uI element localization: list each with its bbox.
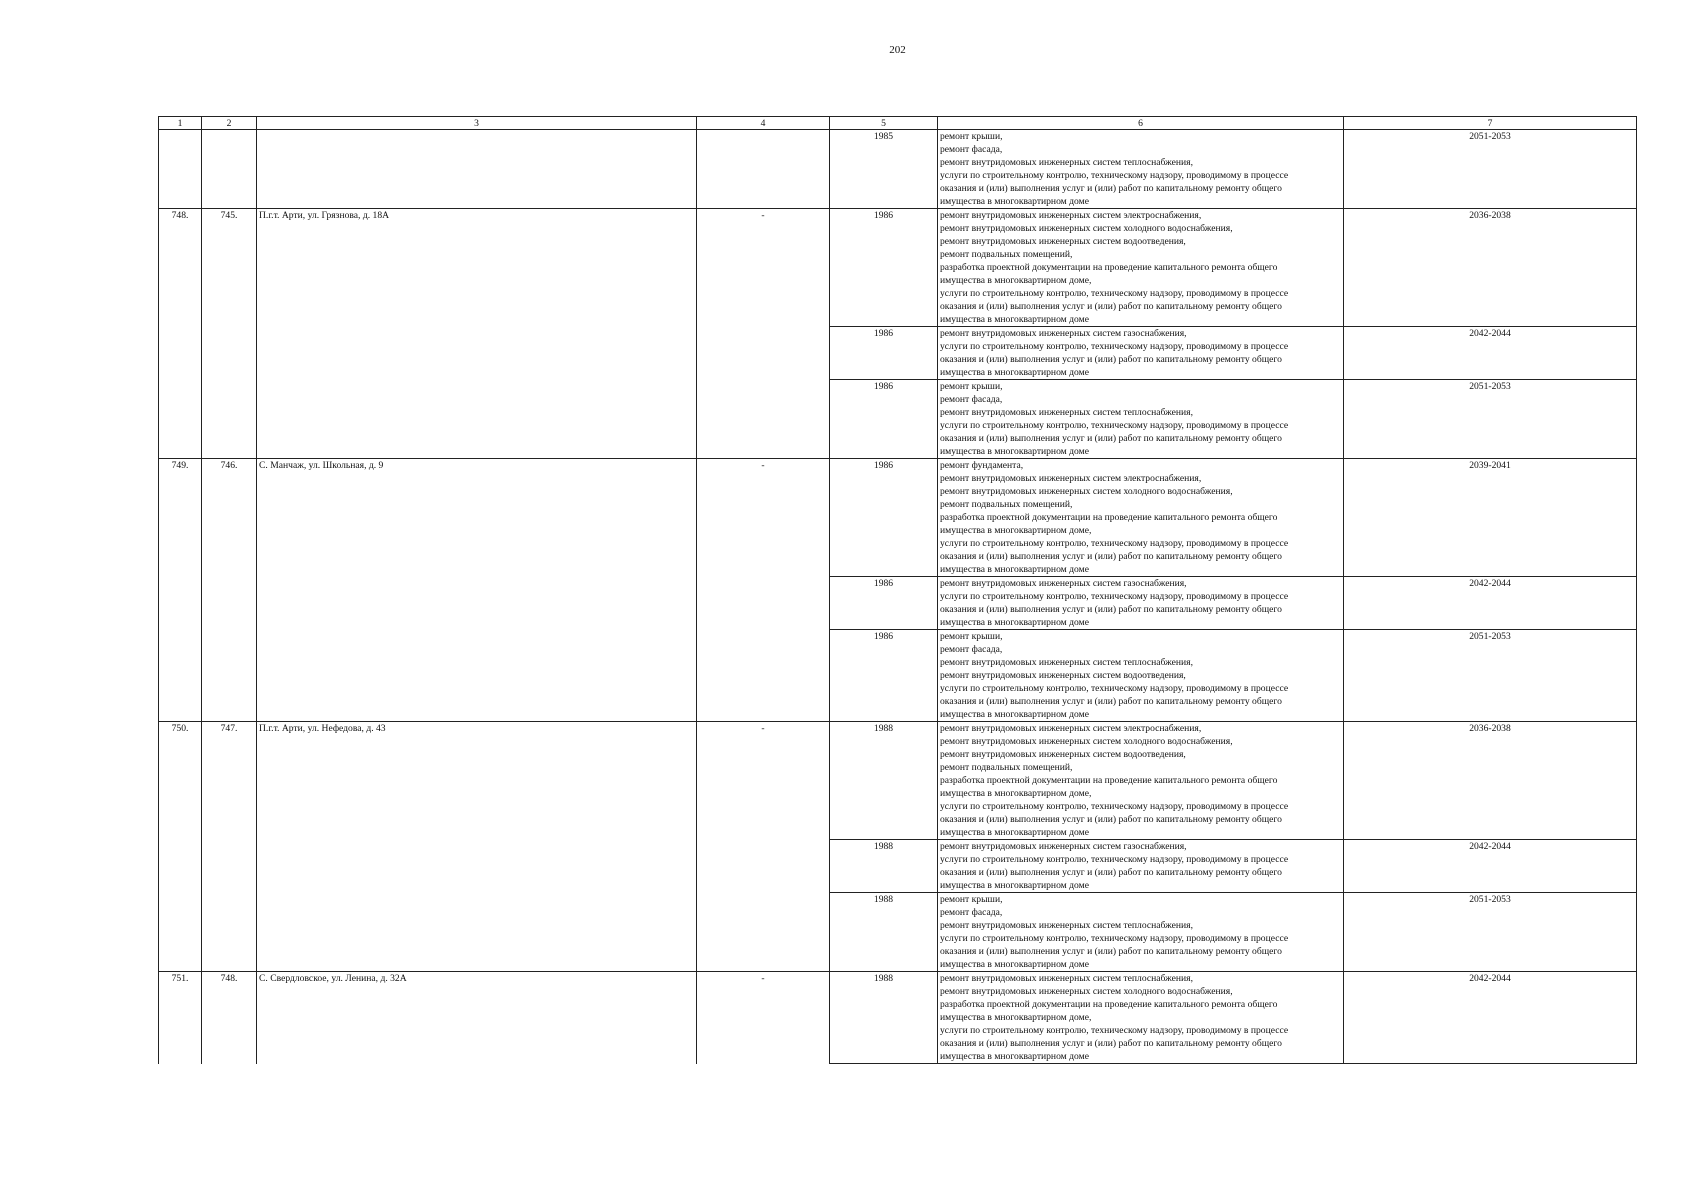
- work-item: ремонт внутридомовых инженерных систем электроснабжения,: [940, 723, 1202, 734]
- page-number: 202: [889, 44, 906, 56]
- work-item: ремонт внутридомовых инженерных систем холодного водоснабжения,: [940, 486, 1233, 497]
- col-header-7: 7: [1344, 117, 1637, 130]
- period-cell: 2042-2044: [1344, 327, 1637, 380]
- object-id-cell: 745.: [202, 209, 257, 459]
- work-item: имущества в многоквартирном доме: [940, 959, 1089, 970]
- work-item: ремонт внутридомовых инженерных систем холодного водоснабжения,: [940, 736, 1233, 747]
- work-item: имущества в многоквартирном доме: [940, 827, 1089, 838]
- work-item: ремонт фасада,: [940, 644, 1003, 655]
- work-item: ремонт внутридомовых инженерных систем холодного водоснабжения,: [940, 223, 1233, 234]
- column-4-cell: -: [697, 972, 830, 1064]
- column-4-cell: -: [697, 459, 830, 722]
- year-cell: 1986: [830, 630, 938, 722]
- works-cell: [938, 380, 1344, 459]
- work-item: ремонт крыши,: [940, 381, 1003, 392]
- work-item: оказания и (или) выполнения услуг и (или) работ по капитальному ремонту общего: [940, 551, 1282, 562]
- work-item: ремонт внутридомовых инженерных систем теплоснабжения,: [940, 920, 1193, 931]
- row-number-cell: 750.: [159, 722, 202, 972]
- work-item: ремонт внутридомовых инженерных систем газоснабжения,: [940, 328, 1187, 339]
- work-item: ремонт подвальных помещений,: [940, 762, 1073, 773]
- year-cell: 1986: [830, 209, 938, 327]
- works-cell: [938, 840, 1344, 893]
- column-4-cell: -: [697, 722, 830, 972]
- work-item: ремонт крыши,: [940, 894, 1003, 905]
- work-item: ремонт подвальных помещений,: [940, 499, 1073, 510]
- work-item: услуги по строительному контролю, техническому надзору, проводимому в процессе: [940, 1025, 1289, 1036]
- work-item: имущества в многоквартирном доме: [940, 196, 1089, 207]
- work-item: имущества в многоквартирном доме,: [940, 788, 1092, 799]
- work-item: ремонт внутридомовых инженерных систем теплоснабжения,: [940, 407, 1193, 418]
- work-item: ремонт внутридомовых инженерных систем водоотведения,: [940, 670, 1186, 681]
- col-header-5: 5: [830, 117, 938, 130]
- table-body: [159, 130, 1637, 1064]
- work-item: ремонт внутридомовых инженерных систем водоотведения,: [940, 749, 1186, 760]
- col-header-4: 4: [697, 117, 830, 130]
- address-cell: П.г.т. Арти, ул. Нефедова, д. 43: [257, 722, 697, 972]
- row-number-cell: 751.: [159, 972, 202, 1064]
- work-item: оказания и (или) выполнения услуг и (или) работ по капитальному ремонту общего: [940, 814, 1282, 825]
- period-cell: 2051-2053: [1344, 130, 1637, 209]
- work-item: услуги по строительному контролю, техническому надзору, проводимому в процессе: [940, 933, 1289, 944]
- work-item: ремонт внутридомовых инженерных систем теплоснабжения,: [940, 157, 1193, 168]
- table-row: [159, 209, 1637, 327]
- year-cell: 1988: [830, 840, 938, 893]
- work-item: ремонт внутридомовых инженерных систем газоснабжения,: [940, 578, 1187, 589]
- work-item: ремонт фасада,: [940, 144, 1003, 155]
- year-cell: 1986: [830, 380, 938, 459]
- works-cell: [938, 972, 1344, 1064]
- work-item: имущества в многоквартирном доме: [940, 446, 1089, 457]
- work-item: услуги по строительному контролю, техническому надзору, проводимому в процессе: [940, 801, 1289, 812]
- table-row: [159, 972, 1637, 1064]
- work-item: ремонт фундамента,: [940, 460, 1024, 471]
- works-cell: [938, 209, 1344, 327]
- address-cell: С. Свердловское, ул. Ленина, д. 32А: [257, 972, 697, 1064]
- work-item: услуги по строительному контролю, техническому надзору, проводимому в процессе: [940, 538, 1289, 549]
- work-item: ремонт крыши,: [940, 631, 1003, 642]
- work-item: ремонт внутридомовых инженерных систем электроснабжения,: [940, 473, 1202, 484]
- work-item: услуги по строительному контролю, техническому надзору, проводимому в процессе: [940, 341, 1289, 352]
- works-cell: [938, 893, 1344, 972]
- work-item: имущества в многоквартирном доме: [940, 880, 1089, 891]
- column-4-cell: [697, 130, 830, 209]
- work-item: имущества в многоквартирном доме: [940, 1051, 1089, 1062]
- year-cell: 1986: [830, 327, 938, 380]
- col-header-6: 6: [938, 117, 1344, 130]
- work-item: ремонт внутридомовых инженерных систем водоотведения,: [940, 236, 1186, 247]
- address-cell: [257, 130, 697, 209]
- year-cell: 1988: [830, 893, 938, 972]
- table-row: [159, 459, 1637, 577]
- work-item: услуги по строительному контролю, техническому надзору, проводимому в процессе: [940, 854, 1289, 865]
- work-item: оказания и (или) выполнения услуг и (или) работ по капитальному ремонту общего: [940, 301, 1282, 312]
- work-item: ремонт фасада,: [940, 907, 1003, 918]
- object-id-cell: [202, 130, 257, 209]
- work-item: имущества в многоквартирном доме,: [940, 275, 1092, 286]
- work-item: разработка проектной документации на проведение капитального ремонта общего: [940, 999, 1278, 1010]
- year-cell: 1986: [830, 459, 938, 577]
- work-item: оказания и (или) выполнения услуг и (или) работ по капитальному ремонту общего: [940, 354, 1282, 365]
- works-cell: [938, 327, 1344, 380]
- work-item: оказания и (или) выполнения услуг и (или) работ по капитальному ремонту общего: [940, 183, 1282, 194]
- work-item: имущества в многоквартирном доме,: [940, 525, 1092, 536]
- period-cell: 2051-2053: [1344, 893, 1637, 972]
- period-cell: 2039-2041: [1344, 459, 1637, 577]
- period-cell: 2042-2044: [1344, 840, 1637, 893]
- year-cell: 1988: [830, 722, 938, 840]
- work-item: оказания и (или) выполнения услуг и (или) работ по капитальному ремонту общего: [940, 946, 1282, 957]
- work-item: оказания и (или) выполнения услуг и (или) работ по капитальному ремонту общего: [940, 604, 1282, 615]
- work-item: разработка проектной документации на проведение капитального ремонта общего: [940, 775, 1278, 786]
- works-cell: [938, 459, 1344, 577]
- column-number-header: [159, 117, 1637, 130]
- work-item: услуги по строительному контролю, техническому надзору, проводимому в процессе: [940, 170, 1289, 181]
- work-item: ремонт подвальных помещений,: [940, 249, 1073, 260]
- work-item: разработка проектной документации на проведение капитального ремонта общего: [940, 262, 1278, 273]
- work-item: оказания и (или) выполнения услуг и (или) работ по капитальному ремонту общего: [940, 867, 1282, 878]
- period-cell: 2042-2044: [1344, 577, 1637, 630]
- work-item: ремонт внутридомовых инженерных систем газоснабжения,: [940, 841, 1187, 852]
- works-cell: [938, 577, 1344, 630]
- address-cell: С. Манчаж, ул. Школьная, д. 9: [257, 459, 697, 722]
- work-item: услуги по строительному контролю, техническому надзору, проводимому в процессе: [940, 288, 1289, 299]
- work-item: ремонт внутридомовых инженерных систем теплоснабжения,: [940, 657, 1193, 668]
- works-cell: [938, 130, 1344, 209]
- period-cell: 2051-2053: [1344, 630, 1637, 722]
- column-4-cell: -: [697, 209, 830, 459]
- work-item: оказания и (или) выполнения услуг и (или) работ по капитальному ремонту общего: [940, 1038, 1282, 1049]
- table-row: [159, 722, 1637, 840]
- period-cell: 2042-2044: [1344, 972, 1637, 1064]
- object-id-cell: 747.: [202, 722, 257, 972]
- work-item: ремонт фасада,: [940, 394, 1003, 405]
- year-cell: 1986: [830, 577, 938, 630]
- col-header-3: 3: [257, 117, 697, 130]
- work-item: ремонт внутридомовых инженерных систем холодного водоснабжения,: [940, 986, 1233, 997]
- object-id-cell: 746.: [202, 459, 257, 722]
- work-item: имущества в многоквартирном доме: [940, 564, 1089, 575]
- work-item: имущества в многоквартирном доме: [940, 709, 1089, 720]
- work-item: услуги по строительному контролю, техническому надзору, проводимому в процессе: [940, 591, 1289, 602]
- work-item: ремонт крыши,: [940, 131, 1003, 142]
- works-cell: [938, 722, 1344, 840]
- col-header-2: 2: [202, 117, 257, 130]
- period-cell: 2051-2053: [1344, 380, 1637, 459]
- work-item: услуги по строительному контролю, техническому надзору, проводимому в процессе: [940, 420, 1289, 431]
- work-item: услуги по строительному контролю, техническому надзору, проводимому в процессе: [940, 683, 1289, 694]
- period-cell: 2036-2038: [1344, 722, 1637, 840]
- row-number-cell: 749.: [159, 459, 202, 722]
- table-row: [159, 130, 1637, 209]
- work-item: имущества в многоквартирном доме: [940, 367, 1089, 378]
- year-cell: 1988: [830, 972, 938, 1064]
- object-id-cell: 748.: [202, 972, 257, 1064]
- capital-repair-table: [158, 116, 1637, 1064]
- work-item: ремонт внутридомовых инженерных систем электроснабжения,: [940, 210, 1202, 221]
- work-item: оказания и (или) выполнения услуг и (или) работ по капитальному ремонту общего: [940, 433, 1282, 444]
- work-item: разработка проектной документации на проведение капитального ремонта общего: [940, 512, 1278, 523]
- work-item: имущества в многоквартирном доме: [940, 617, 1089, 628]
- work-item: имущества в многоквартирном доме: [940, 314, 1089, 325]
- work-item: ремонт внутридомовых инженерных систем теплоснабжения,: [940, 973, 1193, 984]
- address-cell: П.г.т. Арти, ул. Грязнова, д. 18А: [257, 209, 697, 459]
- work-item: имущества в многоквартирном доме,: [940, 1012, 1092, 1023]
- work-item: оказания и (или) выполнения услуг и (или) работ по капитальному ремонту общего: [940, 696, 1282, 707]
- period-cell: 2036-2038: [1344, 209, 1637, 327]
- works-cell: [938, 630, 1344, 722]
- row-number-cell: 748.: [159, 209, 202, 459]
- col-header-1: 1: [159, 117, 202, 130]
- row-number-cell: [159, 130, 202, 209]
- year-cell: 1985: [830, 130, 938, 209]
